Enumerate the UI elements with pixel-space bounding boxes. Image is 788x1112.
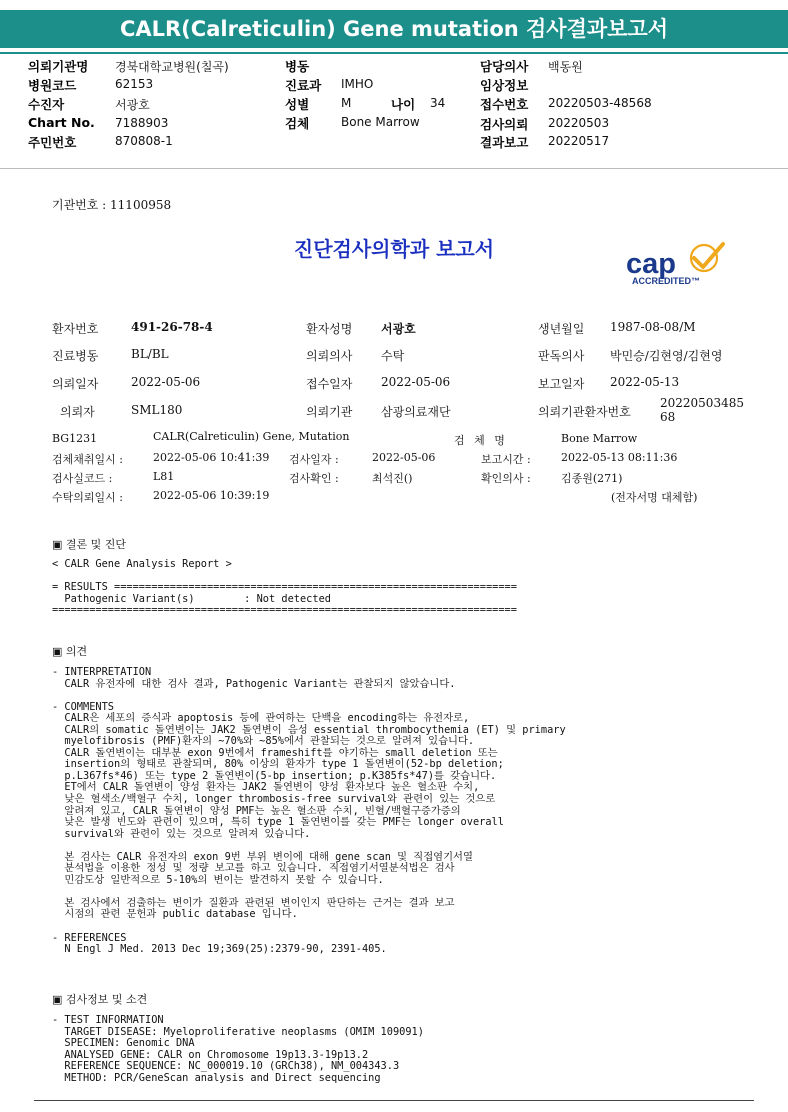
label-request-time: 수탁의뢰일시 : <box>52 491 123 504</box>
opinion-line: 시점의 관련 문헌과 public database 입니다. <box>52 908 298 921</box>
opinion-line: - INTERPRETATION <box>52 666 152 678</box>
label-collection-time: 검체채취일시 : <box>52 453 123 466</box>
value-report-date: 2022-05-13 <box>610 375 680 389</box>
logo-accredited-text: ACCREDITED™ <box>632 276 701 286</box>
cap-accredited-logo <box>624 240 728 288</box>
value-lab-code: L81 <box>153 470 175 483</box>
opinion-line: CALR은 세포의 증식과 apoptosis 등에 관여하는 단백을 encoding하는 유전자로, <box>52 712 470 725</box>
label-test-request: 검사의뢰 <box>480 117 529 132</box>
label-ward: 병동 <box>285 59 310 74</box>
opinion-line: 민감도상 일반적으로 5-10%의 변이는 발견하지 못할 수 있습니다. <box>52 873 384 886</box>
value-accession-no: 20220503-48568 <box>548 96 652 110</box>
opinion-line: 분석법을 이용한 정성 및 정량 보고를 하고 있습니다. 직접염기서열분석법은 검사 <box>52 862 455 875</box>
label-report-date: 보고일자 <box>538 377 585 391</box>
value-report-time: 2022-05-13 08:11:36 <box>561 451 678 464</box>
opinion-line: myelofibrosis (PMF)환자의 ~70%와 ~85%에서 관찰되는 것으로 알려져 있습니다. <box>52 735 475 748</box>
opinion-block <box>52 667 566 956</box>
value-resident-no: 870808-1 <box>115 134 173 148</box>
value-exam-date: 2022-05-06 <box>372 451 436 464</box>
opinion-line: 낮은 발생 빈도와 관련이 있으며, 특히 type 1 돌연변이를 갖는 PMF는 longer overall <box>52 816 504 829</box>
label-report-time: 보고시간 : <box>481 453 531 466</box>
label-requester: 의뢰자 <box>60 405 95 419</box>
opinion-line: p.L367fs*46) 또는 type 2 돌연변이(5-bp insertion; p.K385fs*47)를 갖습니다. <box>52 769 497 782</box>
value-age: 34 <box>430 96 446 110</box>
label-requesting-doctor: 의뢰의사 <box>306 349 353 363</box>
label-specimen: 검체 <box>285 116 310 131</box>
opinion-line: CALR의 somatic 돌연변이는 JAK2 돌연변이 음성 essential thrombocythemia (ET) 및 primary <box>52 723 566 736</box>
label-exam-date: 검사일자 : <box>289 453 339 466</box>
value-request-date: 2022-05-06 <box>131 375 201 389</box>
esign-note: (전자서명 대체함) <box>611 491 698 504</box>
label-specimen-name: 검 체 명 <box>454 434 508 447</box>
label-examinee: 수진자 <box>28 97 65 112</box>
label-chart-no: Chart No. <box>28 115 95 130</box>
label-exam-confirm: 검사확인 : <box>289 472 339 485</box>
value-attending-doctor: 백동원 <box>548 60 583 74</box>
value-requesting-institution: 경북대학교병원(칠곡) <box>115 60 229 74</box>
testinfo-block <box>52 1015 424 1085</box>
label-age: 나이 <box>391 97 416 112</box>
result-line: Pathogenic Variant(s) : Not detected <box>52 592 331 605</box>
label-result-report: 결과보고 <box>480 135 529 150</box>
value-reading-doctor: 박민승/김현영/김현영 <box>610 349 723 363</box>
value-hospital-code: 62153 <box>115 77 154 91</box>
page-bottom-divider <box>34 1100 754 1101</box>
value-receipt-date: 2022-05-06 <box>381 375 451 389</box>
opinion-line <box>52 690 566 702</box>
label-clinical-info: 임상정보 <box>480 78 529 93</box>
label-request-date: 의뢰일자 <box>52 377 99 391</box>
opinion-line: 본 검사는 CALR 유전자의 exon 9번 부위 변이에 대해 gene scan 및 직접염기서열 <box>52 850 473 863</box>
opinion-line: CALR 유전자에 대한 검사 결과, Pathogenic Variant는 관찰되지 않았습니다. <box>52 677 456 690</box>
value-patient-no: 491-26-78-4 <box>131 320 213 334</box>
label-resident-no: 주민번호 <box>28 135 77 150</box>
label-reading-doctor: 판독의사 <box>538 349 585 363</box>
opinion-line <box>52 921 566 933</box>
label-accession-no: 접수번호 <box>480 97 529 112</box>
value-result-report: 20220517 <box>548 134 610 148</box>
value-test-request: 20220503 <box>548 116 610 130</box>
value-collection-time: 2022-05-06 10:41:39 <box>153 451 270 464</box>
value-chart-no: 7188903 <box>115 116 169 130</box>
label-receipt-date: 접수일자 <box>306 377 353 391</box>
value-confirm-doctor: 김종원(271) <box>561 472 623 485</box>
opinion-line: CALR 돌연변이는 대부분 exon 9번에서 frameshift를 야기하는 small deletion 또는 <box>52 746 498 759</box>
value-exam-confirm: 최석진() <box>372 472 413 485</box>
label-patient-name: 환자성명 <box>306 322 353 336</box>
institution-number: 기관번호 : 11100958 <box>52 198 172 212</box>
value-specimen-name: Bone Marrow <box>561 432 638 445</box>
label-org-patient-no: 의뢰기관환자번호 <box>538 405 631 419</box>
result-line: < CALR Gene Analysis Report > <box>52 558 232 570</box>
test-name: CALR(Calreticulin) Gene, Mutation <box>153 430 350 443</box>
value-requesting-org: 삼광의료재단 <box>381 405 451 419</box>
testinfo-line: METHOD: PCR/GeneScan analysis and Direct sequencing <box>52 1071 381 1084</box>
opinion-line: survival와 관련이 있는 것으로 알려져 있습니다. <box>52 827 311 840</box>
value-request-time: 2022-05-06 10:39:19 <box>153 489 270 502</box>
opinion-line: 낮은 혈색소/백혈구 수치, longer thrombosis-free survival와 관련이 있는 것으로 <box>52 793 496 806</box>
result-block <box>52 559 517 617</box>
value-specimen: Bone Marrow <box>341 115 420 129</box>
label-lab-code: 검사실코드 : <box>52 472 113 485</box>
testinfo-line: SPECIMEN: Genomic DNA <box>52 1037 195 1050</box>
label-department: 진료과 <box>285 78 322 93</box>
testinfo-line: ANALYSED GENE: CALR on Chromosome 19p13.3-19p13.2 <box>52 1048 369 1061</box>
section-heading-opinion: ▣ 의견 <box>52 645 88 658</box>
opinion-line: - COMMENTS <box>52 700 114 713</box>
label-requesting-org: 의뢰기관 <box>306 405 353 419</box>
label-patient-no: 환자번호 <box>52 322 99 336</box>
label-confirm-doctor: 확인의사 : <box>481 472 531 485</box>
value-birthdate: 1987-08-08/M <box>610 320 696 334</box>
value-examinee: 서광호 <box>115 98 150 112</box>
section-heading-result: ▣ 결론 및 진단 <box>52 538 127 551</box>
test-code: BG1231 <box>52 432 98 445</box>
result-line: =========================================================================== <box>52 604 517 617</box>
opinion-line: 본 검사에서 검출하는 변이가 질환과 관련된 변이인지 판단하는 근거는 결과 보고 <box>52 896 455 909</box>
opinion-line: - REFERENCES <box>52 931 127 944</box>
value-requester: SML180 <box>131 403 183 417</box>
label-sex: 성별 <box>285 97 310 112</box>
value-org-patient-no: 20220503485 68 <box>660 396 744 424</box>
value-sex: M <box>341 96 352 110</box>
section-heading-testinfo: ▣ 검사정보 및 소견 <box>52 993 148 1006</box>
label-hospital-code: 병원코드 <box>28 78 77 93</box>
report-header-title: CALR(Calreticulin) Gene mutation 검사결과보고서 <box>0 10 788 48</box>
value-care-ward: BL/BL <box>131 347 169 361</box>
report-title: 진단검사의학과 보고서 <box>293 237 495 261</box>
opinion-line: 알려져 있고, CALR 돌연변이 양성 PMF는 높은 혈소판 수치, 빈혈/백혈구증가증의 <box>52 804 461 817</box>
header-divider <box>0 52 788 54</box>
opinion-line: insertion의 형태로 관찰되며, 80% 이상의 환자가 type 1 돌연변이(52-bp deletion; <box>52 758 504 771</box>
testinfo-line: TARGET DISEASE: Myeloproliferative neoplasms (OMIM 109091) <box>52 1025 424 1038</box>
opinion-line: N Engl J Med. 2013 Dec 19;369(25):2379-90, 2391-405. <box>52 943 387 956</box>
label-birthdate: 생년월일 <box>538 322 585 336</box>
testinfo-line: REFERENCE SEQUENCE: NC_000019.10 (GRCh38), NM_004343.3 <box>52 1060 400 1073</box>
value-patient-name: 서광호 <box>381 322 416 336</box>
label-care-ward: 진료병동 <box>52 349 99 363</box>
testinfo-line: - TEST INFORMATION <box>52 1014 164 1026</box>
logo-cap-text: cap <box>626 248 676 280</box>
label-requesting-institution: 의뢰기관명 <box>28 59 89 74</box>
header-bottom-divider <box>0 168 788 169</box>
opinion-line: ET에서 CALR 돌연변이 양성 환자는 JAK2 돌연변이 양성 환자보다 높은 혈소판 수치, <box>52 781 480 794</box>
value-department: IMHO <box>341 77 374 91</box>
label-attending-doctor: 담당의사 <box>480 59 529 74</box>
result-line: = RESULTS ================================================================= <box>52 581 517 594</box>
value-requesting-doctor: 수탁 <box>381 349 405 363</box>
